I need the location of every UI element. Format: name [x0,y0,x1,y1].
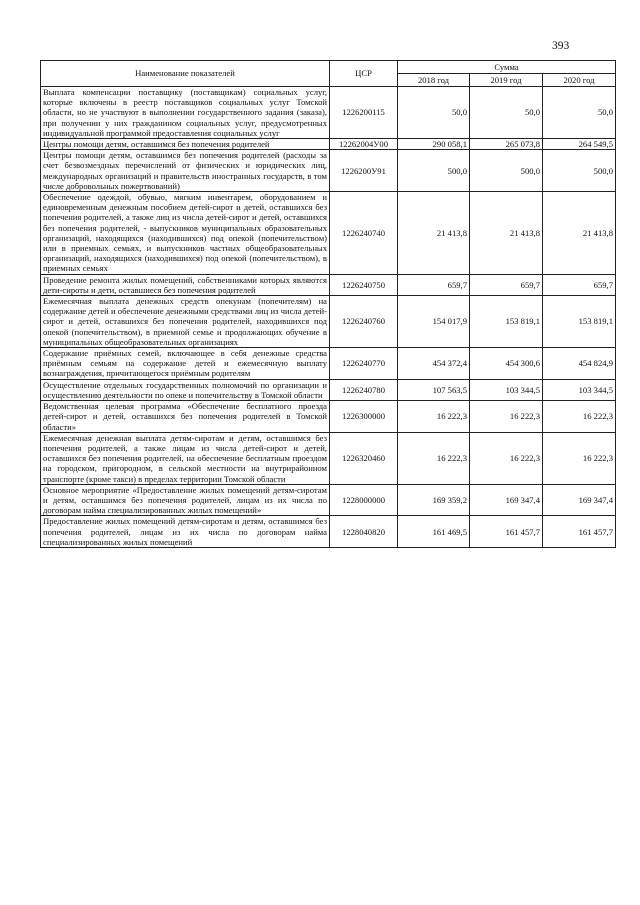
row-code: 1226200115 [330,87,398,139]
row-value-2019: 153 819,1 [470,296,543,348]
row-name: Обеспечение одеждой, обувью, мягким инвентарем, оборудованием и единовременным денежным пособием детей-сирот и детей, оставшихся без попечения родителей, а также лиц из числа детей-сирот и детей, оставшихся без попечения родителей, - выпускников муниципальных образовательных организаций, находящихся (находившихся) под опекой (попечительством) или в приемных семьях, и выпускников частных общеобразовательных организаций, находящихся (находившихся) под опекой (попечительством), в приемных семьях [41,192,330,275]
row-value-2018: 21 413,8 [398,192,470,275]
page-number: 393 [552,40,570,52]
row-value-2018: 50,0 [398,87,470,139]
row-code: 1226300000 [330,401,398,433]
row-value-2019: 265 073,8 [470,139,543,150]
row-code: 1226240760 [330,296,398,348]
row-value-2018: 659,7 [398,274,470,295]
row-value-2020: 454 824,9 [543,348,616,380]
row-value-2019: 16 222,3 [470,401,543,433]
row-value-2020: 21 413,8 [543,192,616,275]
row-code: 1226240780 [330,379,398,400]
table-row [41,296,616,348]
row-value-2019: 161 457,7 [470,516,543,548]
header-code: ЦСР [330,61,398,87]
row-value-2020: 103 344,5 [543,379,616,400]
row-value-2020: 16 222,3 [543,401,616,433]
row-value-2020: 50,0 [543,87,616,139]
row-code: 1226240770 [330,348,398,380]
row-value-2018: 290 058,1 [398,139,470,150]
row-value-2018: 161 469,5 [398,516,470,548]
row-name: Ежемесячная выплата денежных средств опекунам (попечителям) на содержание детей и обеспечение денежными средствами лиц из числа детей-сирот и детей, оставшихся без попечения родителей, находившихся под опекой (попечительством), в приемной семье и продолжающих обучение в муниципальных общеобразовательных организациях [41,296,330,348]
row-code: 1226240750 [330,274,398,295]
row-value-2019: 659,7 [470,274,543,295]
row-name: Центры помощи детям, оставшимся без попечения родителей (расходы за счет безвозмездных перечислений от физических и юридических лиц, международных организаций и правительств иностранных государств, в том числе добровольных пожертвований) [41,150,330,192]
row-value-2019: 169 347,4 [470,484,543,516]
row-value-2018: 16 222,3 [398,432,470,484]
header-name: Наименование показателей [41,61,330,87]
row-code: 1228040820 [330,516,398,548]
row-name: Ежемесячная денежная выплата детям-сиротам и детям, оставшимся без попечения родителей, а также лицам из числа детей-сирот и детей, оставшихся без попечения родителей, на обеспечение бесплатным проездом на городском, пригородном, в сельской местности на внутрирайонном транспорте (кроме такси) в пределах территории Томской области [41,432,330,484]
table-row [41,432,616,484]
row-value-2019: 50,0 [470,87,543,139]
header-sum: Сумма [398,61,616,74]
table-body [41,87,616,548]
row-value-2018: 154 017,9 [398,296,470,348]
row-code: 12262004У00 [330,139,398,150]
table-header [41,61,616,87]
row-value-2020: 153 819,1 [543,296,616,348]
row-code: 1226240740 [330,192,398,275]
row-value-2019: 16 222,3 [470,432,543,484]
row-name: Центры помощи детям, оставшимся без попечения родителей [41,139,330,150]
table-row [41,348,616,380]
table-row [41,274,616,295]
row-name: Ведомственная целевая программа «Обеспечение бесплатного проезда детей-сирот и детей, оставшихся без попечения родителей в Томской области» [41,401,330,433]
row-value-2018: 500,0 [398,150,470,192]
row-value-2018: 107 563,5 [398,379,470,400]
row-code: 1228000000 [330,484,398,516]
row-value-2020: 500,0 [543,150,616,192]
row-value-2020: 169 347,4 [543,484,616,516]
row-name: Проведение ремонта жилых помещений, собственниками которых являются дети-сироты и дети, оставшиеся без попечения родителей [41,274,330,295]
row-code: 1226320460 [330,432,398,484]
row-value-2019: 21 413,8 [470,192,543,275]
row-value-2019: 500,0 [470,150,543,192]
table-row [41,516,616,548]
row-name: Основное мероприятие «Предоставление жилых помещений детям-сиротам и детям, оставшимся без попечения родителей, лицам из их числа по договорам найма специализированных жилых помещений» [41,484,330,516]
row-name: Предоставление жилых помещений детям-сиротам и детям, оставшимся без попечения родителей, лицам из их числа по договорам найма специализированных жилых помещений [41,516,330,548]
table-row [41,379,616,400]
row-name: Содержание приёмных семей, включающее в себя денежные средства приёмным семьям на содержание детей и ежемесячную выплату вознаграждения, причитающегося приёмным родителям [41,348,330,380]
budget-table [40,60,616,548]
row-name: Выплата компенсации поставщику (поставщикам) социальных услуг, которые включены в реестр поставщиков социальных услуг Томской области, но не участвуют в выполнении государственного задания (заказа), при получении у них гражданином социальных услуг, предусмотренных индивидуальной программой предоставления социальных услуг [41,87,330,139]
row-value-2020: 16 222,3 [543,432,616,484]
row-value-2018: 16 222,3 [398,401,470,433]
table-row [41,484,616,516]
header-year-2018: 2018 год [398,74,470,87]
row-value-2019: 103 344,5 [470,379,543,400]
table-row [41,401,616,433]
row-code: 1226200У91 [330,150,398,192]
row-value-2020: 161 457,7 [543,516,616,548]
row-value-2018: 454 372,4 [398,348,470,380]
table-row [41,150,616,192]
row-value-2020: 659,7 [543,274,616,295]
row-value-2019: 454 300,6 [470,348,543,380]
table-row [41,87,616,139]
header-year-2020: 2020 год [543,74,616,87]
table-row [41,192,616,275]
table-row [41,139,616,150]
row-name: Осуществление отдельных государственных полномочий по организации и осуществлению деятельности по опеке и попечительству в Томской области [41,379,330,400]
row-value-2018: 169 359,2 [398,484,470,516]
row-value-2020: 264 549,5 [543,139,616,150]
header-year-2019: 2019 год [470,74,543,87]
